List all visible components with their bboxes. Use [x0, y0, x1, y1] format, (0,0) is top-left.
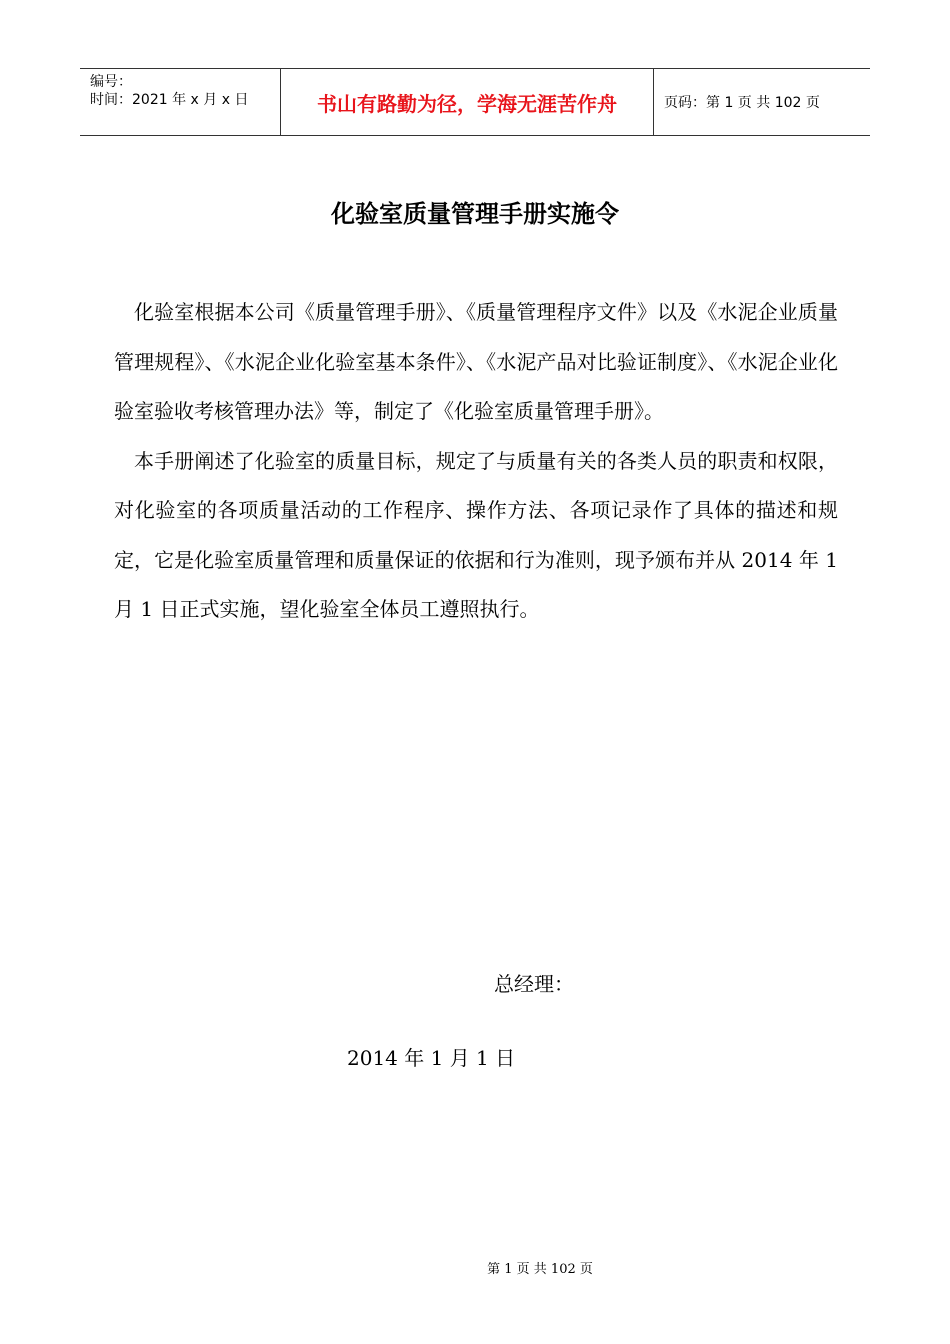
body-text [114, 288, 838, 635]
paragraph: 本手册阐述了化验室的质量目标，规定了与质量有关的各类人员的职责和权限，对化验室的各项质量活动的工作程序、操作方法、各项记录作了具体的描述和规定，它是化验室质量管理和质量保证的依据和行为准则，现予颁布并从 2014 年 1 月 1 日正式实施，望化验室全体员工遵照执行。 [114, 448, 838, 621]
page-title: 化验室质量管理手册实施令 [331, 200, 619, 228]
signer-label: 总经理： [494, 972, 574, 996]
issue-date: 2014 年 1 月 1 日 [347, 1046, 516, 1070]
document-time: 时间：2021 年 x 月 x 日 [90, 92, 249, 108]
document-number: 编号： [90, 74, 132, 90]
header-table [80, 68, 870, 136]
header-motto: 书山有路勤为径，学海无涯苦作舟 [281, 69, 654, 135]
paragraph: 化验室根据本公司《质量管理手册》、《质量管理程序文件》以及《水泥企业质量管理规程》、《水泥企业化验室基本条件》、《水泥产品对比验证制度》、《水泥企业化验室验收考核管理办法》等，制定了《化验室质量管理手册》。 [114, 300, 838, 423]
header-page-info: 页码：第 1 页 共 102 页 [664, 95, 820, 111]
header-meta-cell [80, 69, 281, 135]
page-footer: 第 1 页 共 102 页 [487, 1262, 593, 1277]
